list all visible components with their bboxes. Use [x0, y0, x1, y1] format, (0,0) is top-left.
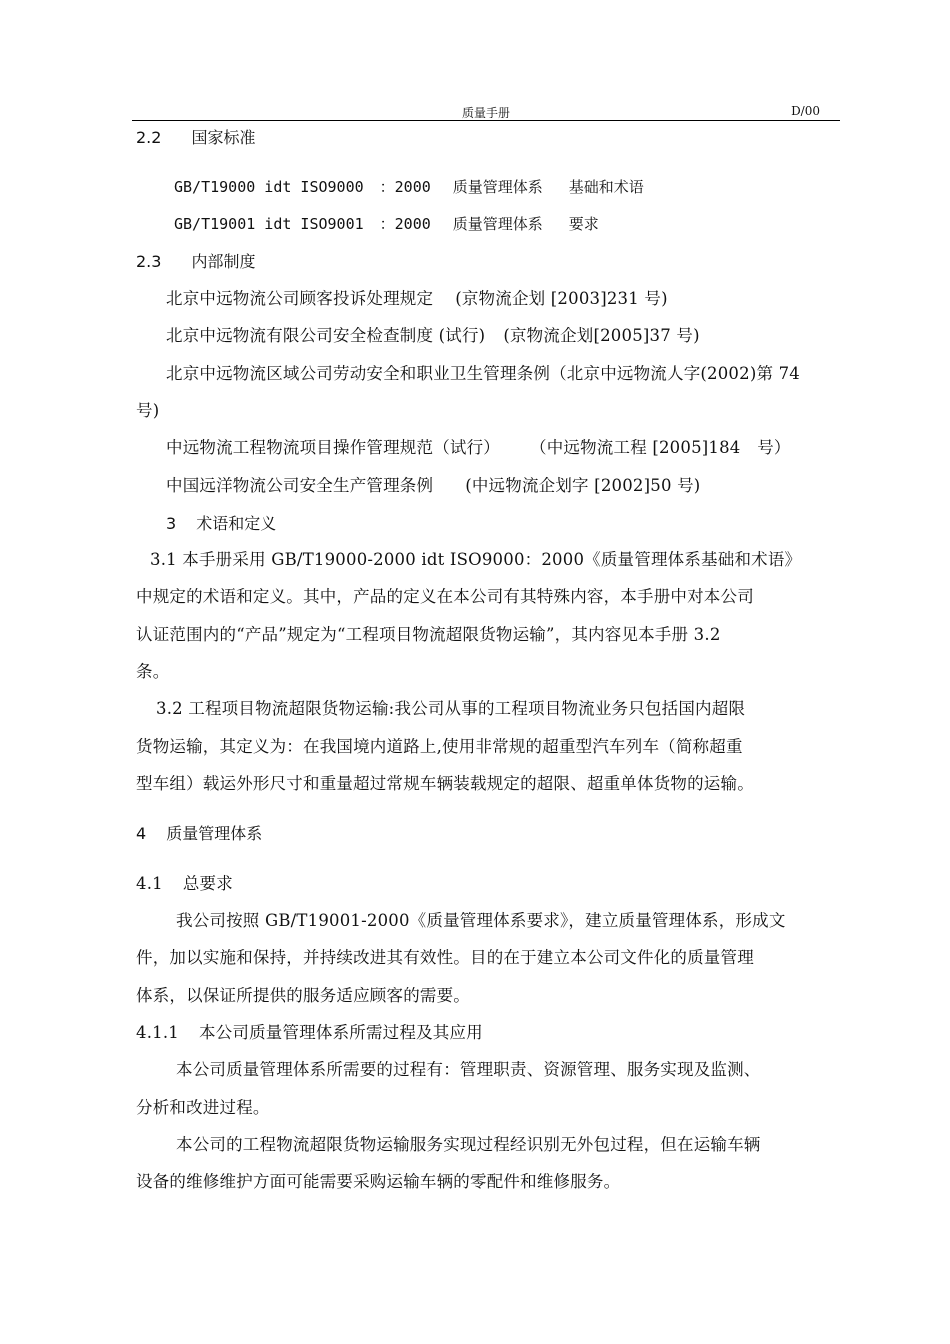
header-title: 质量手册 [461, 106, 510, 120]
header-doc-code: D/00 [791, 104, 820, 118]
regulation-ref: 号) [136, 401, 160, 420]
regulation-item [166, 475, 700, 497]
paragraph-3-2-line: 3.2 工程项目物流超限货物运输:我公司从事的工程项目物流业务只包括国内超限 [156, 699, 746, 718]
paragraph-4-1-line: 体系，以保证所提供的服务适应顾客的需要。 [136, 986, 470, 1005]
section-number: 2.2 [136, 128, 162, 147]
regulation-item [166, 325, 700, 347]
section-title: 术语和定义 [196, 514, 277, 533]
section-2-3-heading [136, 251, 255, 273]
standard-code: GB/T19001 idt ISO9001 [174, 215, 364, 233]
regulation-ref: (京物流企划[2005]37 号) [503, 326, 700, 345]
standard-sub: 要求 [568, 215, 599, 233]
paragraph-3-1-line: 认证范围内的“产品”规定为“工程项目物流超限货物运输”，其内容见本手册 3.2 [136, 625, 721, 644]
paragraph-4-1-line: 我公司按照 GB/T19001-2000《质量管理体系要求》，建立质量管理体系，形成文 [176, 911, 786, 930]
section-2-2-heading [136, 127, 255, 149]
standard-line-2 [174, 213, 599, 235]
paragraph-3-2-line: 货物运输，其定义为：在我国境内道路上,使用非常规的超重型汽车列车（简称超重 [136, 737, 743, 756]
regulation-name: 北京中远物流公司顾客投诉处理规定 [166, 289, 434, 308]
regulation-item [166, 437, 791, 459]
paragraph-4-1-1-line: 本公司质量管理体系所需要的过程有：管理职责、资源管理、服务实现及监测、 [176, 1060, 761, 1079]
section-title: 内部制度 [191, 252, 256, 271]
standard-line-1 [174, 176, 644, 198]
regulation-name: 中国远洋物流公司安全生产管理条例 [166, 476, 434, 495]
standard-year: ：2000 [379, 178, 431, 196]
page-header [132, 104, 840, 121]
standard-name: 质量管理体系 [452, 215, 543, 233]
section-number: 4.1.1 [136, 1023, 179, 1042]
paragraph-3-2-line: 型车组）载运外形尺寸和重量超过常规车辆装载规定的超限、超重单体货物的运输。 [136, 774, 754, 793]
regulation-ref: (中远物流企划字 [2002]50 号) [465, 476, 701, 495]
section-4-heading [136, 823, 262, 845]
section-title: 质量管理体系 [166, 824, 263, 843]
section-title: 国家标准 [191, 128, 256, 147]
paragraph-3-1-line: 条。 [136, 662, 170, 681]
standard-sub: 基础和术语 [568, 178, 644, 196]
regulation-name: 北京中远物流有限公司安全检查制度 (试行) [166, 326, 486, 345]
paragraph-4-1-1-line: 设备的维修维护方面可能需要采购运输车辆的零配件和维修服务。 [136, 1172, 621, 1191]
regulation-item [166, 363, 800, 385]
paragraph-3-1-line: 中规定的术语和定义。其中，产品的定义在本公司有其特殊内容，本手册中对本公司 [136, 587, 754, 606]
paragraph-4-1-1-line: 本公司的工程物流超限货物运输服务实现过程经识别无外包过程，但在运输车辆 [176, 1135, 761, 1154]
section-number: 4.1 [136, 874, 163, 893]
section-title: 本公司质量管理体系所需过程及其应用 [198, 1023, 483, 1042]
section-number: 4 [136, 824, 147, 843]
regulation-item [166, 288, 668, 310]
section-3-heading [166, 513, 276, 535]
standard-year: ：2000 [379, 215, 431, 233]
regulation-item-continued [136, 400, 159, 422]
section-4-1-1-heading [136, 1022, 483, 1044]
standard-code: GB/T19000 idt ISO9000 [174, 178, 364, 196]
paragraph-4-1-1-line: 分析和改进过程。 [136, 1098, 270, 1117]
standard-name: 质量管理体系 [452, 178, 543, 196]
regulation-name: 北京中远物流区域公司劳动安全和职业卫生管理条例（北京中远物流人字(2002)第 74 [166, 364, 801, 383]
paragraph-4-1-line: 件，加以实施和保持，并持续改进其有效性。目的在于建立本公司文件化的质量管理 [136, 948, 754, 967]
regulation-ref: （中远物流工程 [2005]184 号） [530, 438, 791, 457]
section-4-1-heading [136, 873, 233, 895]
section-number: 2.3 [136, 252, 162, 271]
regulation-name: 中远物流工程物流项目操作管理规范（试行） [166, 438, 500, 457]
section-title: 总要求 [182, 874, 233, 893]
section-number: 3 [166, 514, 177, 533]
regulation-ref: (京物流企划 [2003]231 号) [455, 289, 668, 308]
paragraph-3-1-line: 3.1 本手册采用 GB/T19000-2000 idt ISO9000：2000《质量管理体系基础和术语》 [150, 550, 802, 569]
